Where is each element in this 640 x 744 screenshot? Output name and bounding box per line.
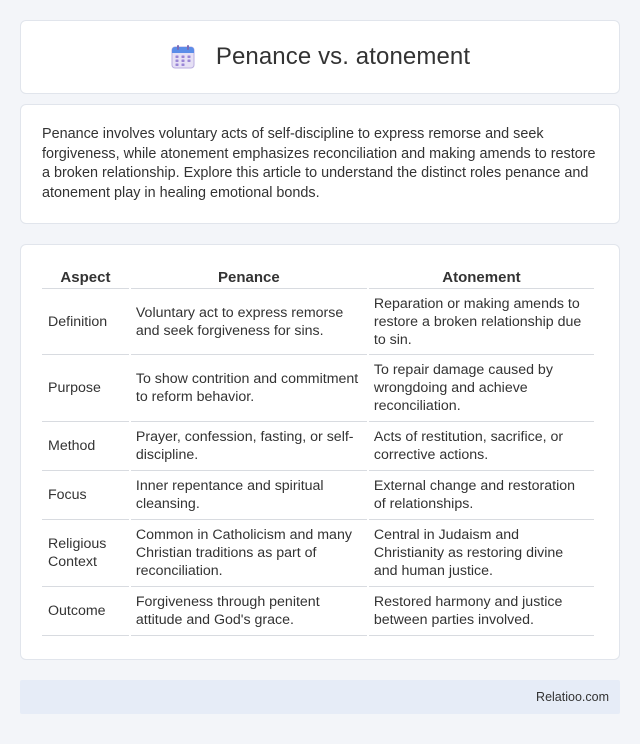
cell-penance: To show contrition and commitment to reform behavior. <box>131 355 367 422</box>
cell-aspect: Outcome <box>42 587 129 636</box>
cell-aspect: Focus <box>42 471 129 520</box>
cell-atonement: Restored harmony and justice between parties involved. <box>369 587 594 636</box>
cell-atonement: External change and restoration of relationships. <box>369 471 594 520</box>
cell-atonement: Reparation or making amends to restore a broken relationship due to sin. <box>369 289 594 355</box>
cell-penance: Voluntary act to express remorse and seek forgiveness for sins. <box>131 289 367 355</box>
cell-atonement: To repair damage caused by wrongdoing and achieve reconciliation. <box>369 355 594 422</box>
cell-aspect: Purpose <box>42 355 129 422</box>
footer-site-name: Relatioo.com <box>536 690 609 704</box>
title-bar <box>170 43 470 71</box>
intro-card <box>20 104 620 224</box>
header-aspect: Aspect <box>42 265 129 289</box>
page-title: Penance vs. atonement <box>215 43 471 70</box>
header-atonement: Atonement <box>369 265 594 289</box>
intro-paragraph: Penance involves voluntary acts of self-discipline to express remorse and seek forgiveness, while atonement emphasizes reconciliation and making amends to restore a broken relationship. Explore this article to understand the distinct roles penance and atonement play in healing emotional bonds. <box>42 126 596 201</box>
footer-bar <box>20 680 620 714</box>
table-header-row <box>42 265 594 289</box>
table-row <box>42 422 594 471</box>
cell-penance: Prayer, confession, fasting, or self-discipline. <box>131 422 367 471</box>
table-row <box>42 355 594 422</box>
table-row <box>42 471 594 520</box>
comparison-table <box>40 265 596 636</box>
cell-aspect: Definition <box>42 289 129 355</box>
cell-aspect: Method <box>42 422 129 471</box>
cell-atonement: Acts of restitution, sacrifice, or corrective actions. <box>369 422 594 471</box>
comparison-card <box>20 244 620 660</box>
calendar-icon <box>170 44 196 70</box>
header-penance: Penance <box>131 265 367 289</box>
cell-penance: Common in Catholicism and many Christian traditions as part of reconciliation. <box>131 520 367 587</box>
title-card <box>20 20 620 94</box>
cell-aspect: Religious Context <box>42 520 129 587</box>
cell-penance: Inner repentance and spiritual cleansing. <box>131 471 367 520</box>
table-row <box>42 289 594 355</box>
table-row <box>42 520 594 587</box>
cell-atonement: Central in Judaism and Christianity as restoring divine and human justice. <box>369 520 594 587</box>
cell-penance: Forgiveness through penitent attitude and God's grace. <box>131 587 367 636</box>
table-row <box>42 587 594 636</box>
